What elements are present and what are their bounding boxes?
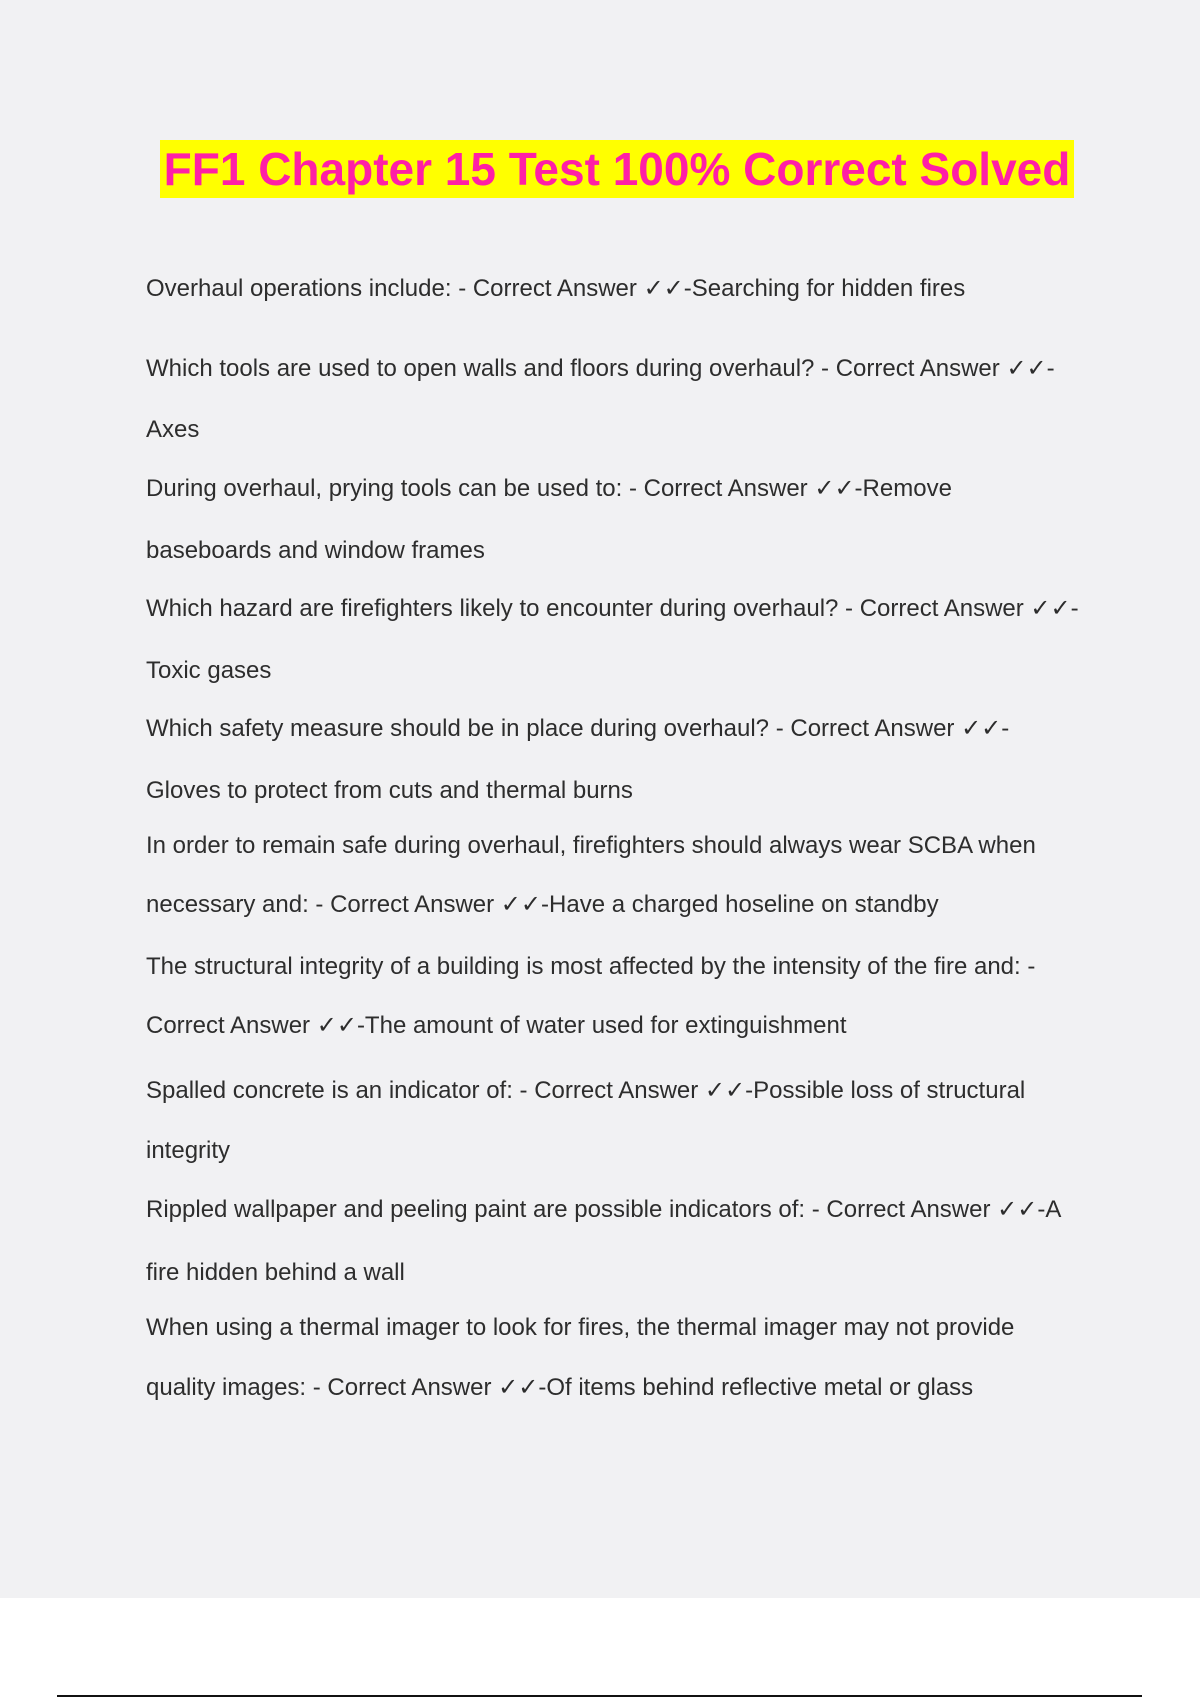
qa-line: fire hidden behind a wall <box>146 1259 405 1286</box>
footer-divider <box>57 1695 1142 1697</box>
qa-line: Gloves to protect from cuts and thermal burns <box>146 777 633 804</box>
qa-line: quality images: - Correct Answer ✓✓-Of items behind reflective metal or glass <box>146 1374 974 1401</box>
qa-line: Toxic gases <box>146 657 272 684</box>
qa-line: Axes <box>146 416 200 443</box>
qa-line: Which tools are used to open walls and floors during overhaul? - Correct Answer ✓✓- <box>146 355 1055 382</box>
qa-line: During overhaul, prying tools can be used to: - Correct Answer ✓✓-Remove <box>146 475 952 502</box>
qa-line: integrity <box>146 1137 231 1164</box>
qa-line: In order to remain safe during overhaul, firefighters should always wear SCBA when <box>146 832 1036 859</box>
qa-line: The structural integrity of a building is most affected by the intensity of the fire and: - <box>146 953 1036 980</box>
qa-line: Spalled concrete is an indicator of: - Correct Answer ✓✓-Possible loss of structural <box>146 1077 1026 1104</box>
qa-line: Rippled wallpaper and peeling paint are possible indicators of: - Correct Answer ✓✓-A <box>146 1196 1062 1223</box>
qa-line: Which hazard are firefighters likely to encounter during overhaul? - Correct Answer ✓✓- <box>146 595 1079 622</box>
page-title: FF1 Chapter 15 Test 100% Correct Solved <box>160 140 1075 198</box>
qa-line: baseboards and window frames <box>146 537 485 564</box>
title-container <box>0 140 1200 198</box>
qa-line: Correct Answer ✓✓-The amount of water used for extinguishment <box>146 1012 847 1039</box>
qa-line: Overhaul operations include: - Correct Answer ✓✓-Searching for hidden fires <box>146 275 966 302</box>
qa-line: Which safety measure should be in place during overhaul? - Correct Answer ✓✓- <box>146 715 1010 742</box>
qa-line: necessary and: - Correct Answer ✓✓-Have a charged hoseline on standby <box>146 891 939 918</box>
qa-line: When using a thermal imager to look for fires, the thermal imager may not provide <box>146 1314 1015 1341</box>
